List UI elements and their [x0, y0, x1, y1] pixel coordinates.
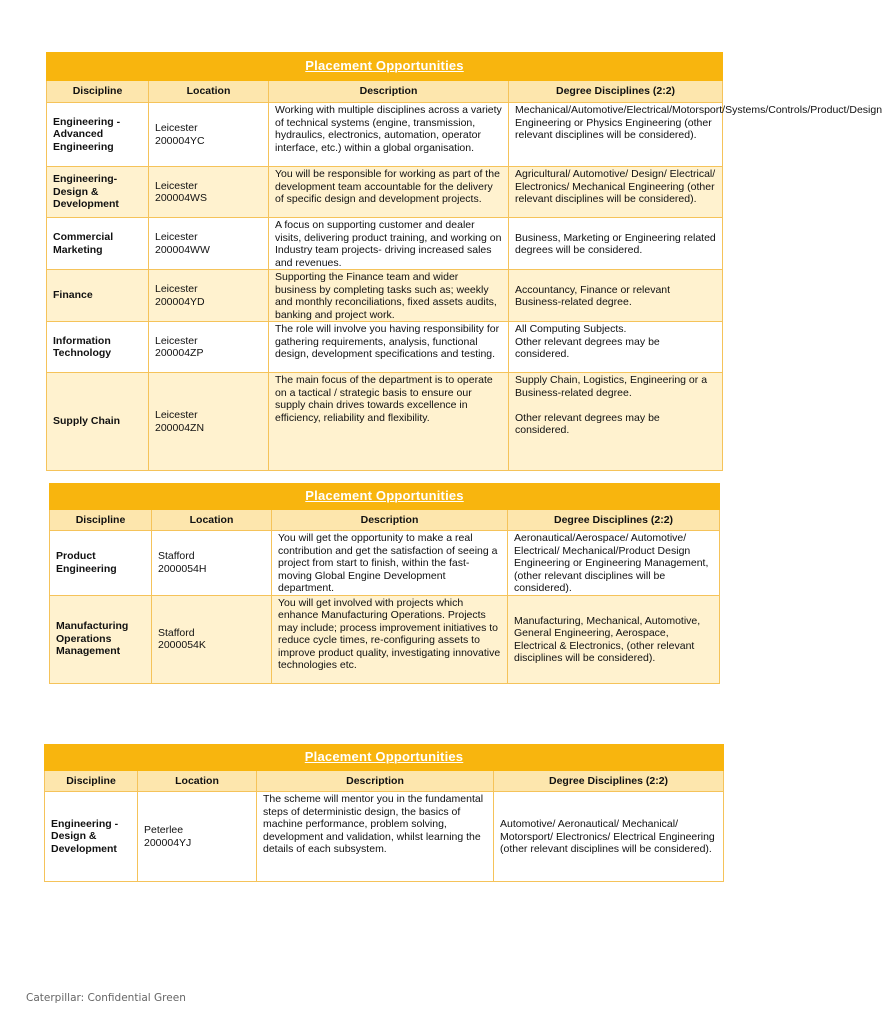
- col-header-discipline: Discipline: [50, 510, 152, 531]
- description-cell: You will get the opportunity to make a real contribution and get the satisfaction of seeing a project from start to finish, within the fast-moving Global Engine Development department.: [272, 531, 508, 596]
- table-row: [50, 595, 720, 683]
- table-row: [47, 218, 723, 270]
- description-cell: You will get involved with projects which enhance Manufacturing Operations. Projects may include; process improvement initiatives to reduce cycle times, re-configuring assets to improve product quality, investigating innovative technologies etc.: [272, 595, 508, 683]
- col-header-discipline: Discipline: [47, 81, 149, 103]
- description-cell: Working with multiple disciplines across a variety of technical systems (engine, transmission, hydraulics, electronics, automation, operator interface, etc.) within a global organisation.: [269, 103, 509, 167]
- location-cell: Leicester 200004ZN: [149, 373, 269, 471]
- location-cell: Stafford 2000054H: [152, 531, 272, 596]
- table-row: [47, 322, 723, 373]
- degree-cell: Mechanical/Automotive/Electrical/Motorsport/Systems/Controls/Product/Design Engineering or Physics Engineering (other relevant disciplines will be considered).: [509, 103, 723, 167]
- description-cell: The scheme will mentor you in the fundamental steps of deterministic design, the basics of machine performance, problem solving, development and validation, whilst learning the details of each subsystem.: [257, 792, 494, 882]
- description-cell: A focus on supporting customer and dealer visits, delivering product training, and working on Industry team projects- driving increased sales and revenues.: [269, 218, 509, 270]
- table-row: [47, 270, 723, 322]
- discipline-cell: Supply Chain: [47, 373, 149, 471]
- discipline-cell: Information Technology: [47, 322, 149, 373]
- discipline-cell: Commercial Marketing: [47, 218, 149, 270]
- table-row: [47, 103, 723, 167]
- col-header-description: Description: [272, 510, 508, 531]
- location-cell: Leicester 200004ZP: [149, 322, 269, 373]
- col-header-discipline: Discipline: [45, 771, 138, 792]
- table-title: Placement Opportunities: [47, 53, 723, 81]
- degree-cell: Automotive/ Aeronautical/ Mechanical/ Motorsport/ Electronics/ Electrical Engineering (other relevant disciplines will be considered).: [494, 792, 724, 882]
- discipline-cell: Engineering - Advanced Engineering: [47, 103, 149, 167]
- col-header-description: Description: [269, 81, 509, 103]
- degree-cell: Aeronautical/Aerospace/ Automotive/ Electrical/ Mechanical/Product Design Engineering or Engineering Management, (other relevant disciplines will be considered).: [508, 531, 720, 596]
- placement-table-2: [49, 483, 720, 684]
- location-cell: Stafford 2000054K: [152, 595, 272, 683]
- col-header-location: Location: [138, 771, 257, 792]
- location-cell: Leicester 200004WW: [149, 218, 269, 270]
- col-header-degree: Degree Disciplines (2:2): [508, 510, 720, 531]
- placement-table-1: [46, 52, 882, 471]
- confidentiality-footer: Caterpillar: Confidential Green: [26, 992, 186, 1004]
- table-row: [45, 792, 724, 882]
- description-cell: The role will involve you having responsibility for gathering requirements, analysis, functional design, development specifications and testing.: [269, 322, 509, 373]
- degree-cell: Supply Chain, Logistics, Engineering or a Business-related degree. Other relevant degrees may be considered.: [509, 373, 723, 471]
- location-cell: Leicester 200004YD: [149, 270, 269, 322]
- degree-cell: Accountancy, Finance or relevant Business-related degree.: [509, 270, 723, 322]
- discipline-cell: Finance: [47, 270, 149, 322]
- table-row: [47, 373, 723, 471]
- location-cell: Leicester 200004YC: [149, 103, 269, 167]
- discipline-cell: Product Engineering: [50, 531, 152, 596]
- col-header-location: Location: [152, 510, 272, 531]
- table-title: Placement Opportunities: [50, 484, 720, 510]
- table-row: [50, 531, 720, 596]
- col-header-degree: Degree Disciplines (2:2): [509, 81, 723, 103]
- table-title: Placement Opportunities: [45, 745, 724, 771]
- col-header-degree: Degree Disciplines (2:2): [494, 771, 724, 792]
- degree-cell: All Computing Subjects. Other relevant degrees may be considered.: [509, 322, 723, 373]
- col-header-location: Location: [149, 81, 269, 103]
- col-header-description: Description: [257, 771, 494, 792]
- degree-cell: Business, Marketing or Engineering related degrees will be considered.: [509, 218, 723, 270]
- placement-table-3: [44, 744, 724, 882]
- degree-cell: Agricultural/ Automotive/ Design/ Electrical/ Electronics/ Mechanical Engineering (other relevant disciplines will be considered).: [509, 167, 723, 218]
- discipline-cell: Engineering - Design & Development: [45, 792, 138, 882]
- description-cell: The main focus of the department is to operate on a tactical / strategic basis to ensure our supply chain drives towards excellence in efficiency, reliability and flexibility.: [269, 373, 509, 471]
- discipline-cell: Engineering- Design & Development: [47, 167, 149, 218]
- location-cell: Leicester 200004WS: [149, 167, 269, 218]
- description-cell: Supporting the Finance team and wider business by completing tasks such as; weekly and monthly reconciliations, fixed assets audits, banking and project work.: [269, 270, 509, 322]
- location-cell: Peterlee 200004YJ: [138, 792, 257, 882]
- discipline-cell: Manufacturing Operations Management: [50, 595, 152, 683]
- description-cell: You will be responsible for working as part of the development team accountable for the delivery of specific design and development projects.: [269, 167, 509, 218]
- table-row: [47, 167, 723, 218]
- degree-cell: Manufacturing, Mechanical, Automotive, General Engineering, Aerospace, Electrical & Electronics, (other relevant disciplines will be considered).: [508, 595, 720, 683]
